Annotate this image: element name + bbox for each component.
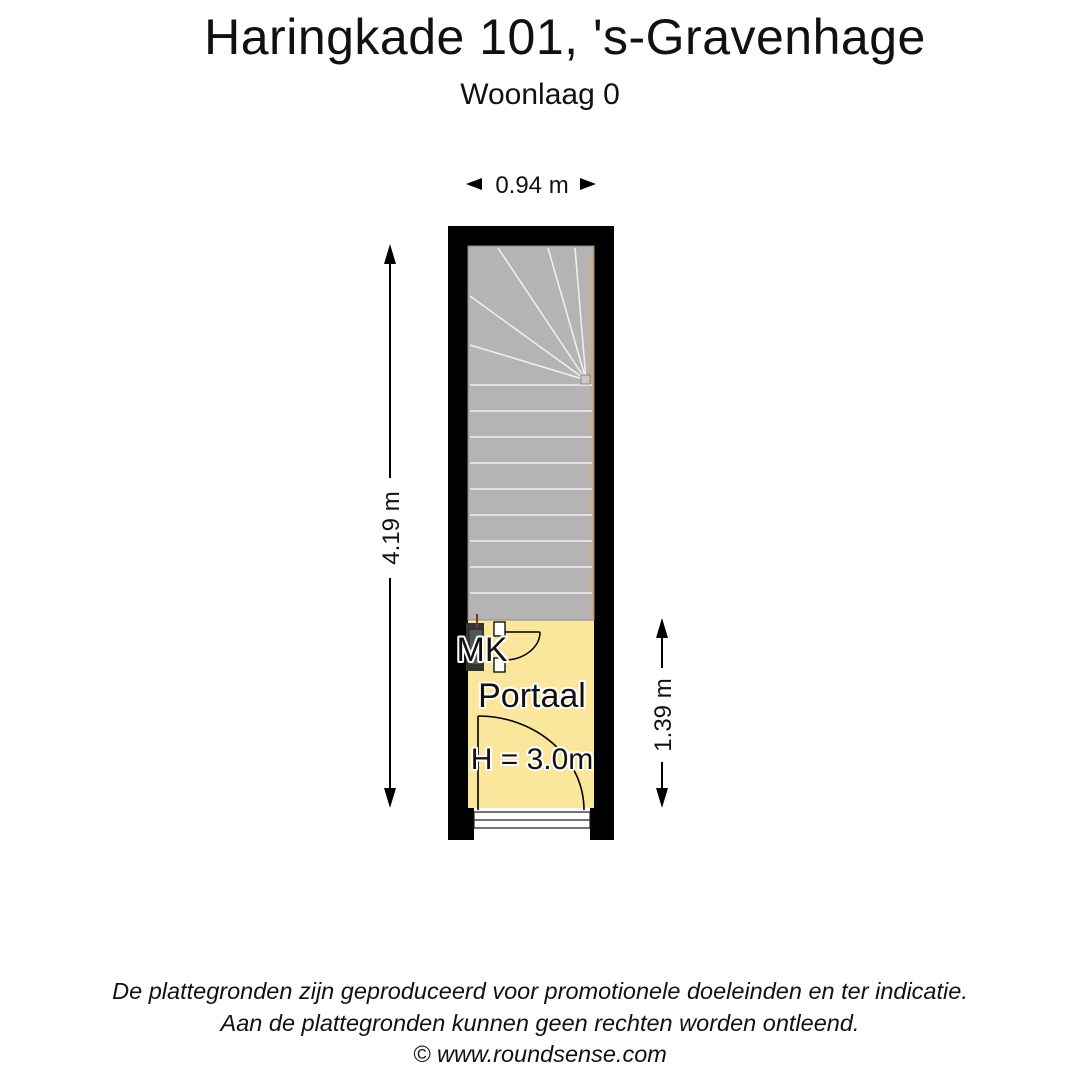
length-dimension xyxy=(378,244,405,808)
portaal-height-label: H = 3.0m xyxy=(470,743,594,776)
portaal-arrow-bottom xyxy=(656,788,668,808)
staircase xyxy=(468,246,594,620)
length-arrow-top xyxy=(384,244,396,264)
address-title: Haringkade 101, 's-Gravenhage xyxy=(204,9,926,65)
entrance-opening xyxy=(474,808,590,840)
copyright-line: © www.roundsense.com xyxy=(413,1041,667,1067)
width-dimension-label: 0.94 m xyxy=(495,172,569,199)
portaal-length-dimension xyxy=(650,618,677,808)
floor-subtitle: Woonlaag 0 xyxy=(460,78,620,111)
width-arrow-left xyxy=(466,178,482,190)
portaal-length-label: 1.39 m xyxy=(650,678,677,752)
newel-post xyxy=(581,375,590,384)
portaal-arrow-top xyxy=(656,618,668,638)
mk-label: MK xyxy=(456,631,508,669)
disclaimer-line-2: Aan de plattegronden kunnen geen rechten worden ontleend. xyxy=(220,1010,860,1036)
width-dimension xyxy=(466,172,596,199)
disclaimer-line-1: De plattegronden zijn geproduceerd voor promotionele doeleinden en ter indicatie. xyxy=(112,978,968,1004)
width-arrow-right xyxy=(580,178,596,190)
portaal-label: Portaal xyxy=(478,677,586,715)
length-arrow-bottom xyxy=(384,788,396,808)
length-dimension-label: 4.19 m xyxy=(378,491,405,565)
